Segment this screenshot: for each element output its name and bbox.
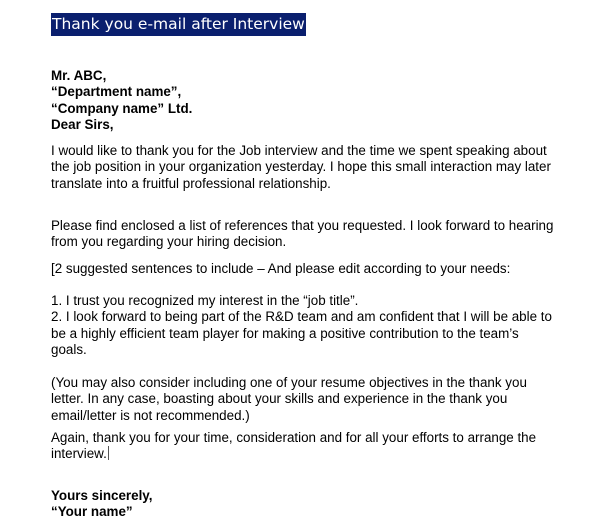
- list-item: 2. I look forward to being part of the R&D team and am confident that I will be able to: [51, 309, 552, 325]
- suggestion-list: [51, 293, 596, 359]
- closing-block: [51, 488, 596, 521]
- paragraph-line-text: interview.: [51, 446, 107, 462]
- paragraph-line: I would like to thank you for the Job interview and the time we spent speaking about: [51, 143, 547, 158]
- paragraph-resume-note: [51, 375, 596, 424]
- paragraph-line: the job position in your organization yesterday. I hope this small interaction may later: [51, 159, 551, 175]
- paragraph-line: (You may also consider including one of your resume objectives in the thank you: [51, 375, 527, 390]
- recipient-company: “Company name” Ltd.: [51, 100, 193, 116]
- signature-name: “Your name”: [51, 504, 133, 520]
- list-item: 1. I trust you recognized my interest in the “job title”.: [51, 293, 359, 308]
- paragraph-line: letter. In any case, boasting about your skills and experience in the thank you: [51, 391, 508, 407]
- paragraph-line: [2 suggested sentences to include – And please edit according to your needs:: [51, 261, 511, 276]
- sign-off: Yours sincerely,: [51, 488, 153, 503]
- paragraph-suggestions-intro: [51, 261, 596, 277]
- paragraph-line: Again, thank you for your time, consideration and for all your efforts to arrange the: [51, 430, 537, 445]
- document-title: Thank you e-mail after Interview: [51, 13, 306, 36]
- paragraph-line: email/letter is not recommended.): [51, 407, 250, 423]
- paragraph-references: [51, 218, 596, 251]
- recipient-name: Mr. ABC,: [51, 68, 107, 83]
- salutation: Dear Sirs,: [51, 117, 114, 133]
- paragraph-line: translate into a fruitful professional relationship.: [51, 175, 331, 191]
- list-item: goals.: [51, 342, 87, 358]
- paragraph-line: Please find enclosed a list of references that you requested. I look forward to hearing: [51, 218, 554, 233]
- paragraph-line: [51, 446, 596, 462]
- paragraph-closing-thanks: [51, 430, 596, 463]
- recipient-department: “Department name”,: [51, 84, 182, 100]
- recipient-address: [51, 68, 596, 134]
- paragraph-line: from you regarding your hiring decision.: [51, 234, 287, 250]
- paragraph-thanks: [51, 143, 596, 192]
- list-item: be a highly efficient team player for making a positive contribution to the team’s: [51, 325, 519, 341]
- text-cursor: [108, 446, 109, 460]
